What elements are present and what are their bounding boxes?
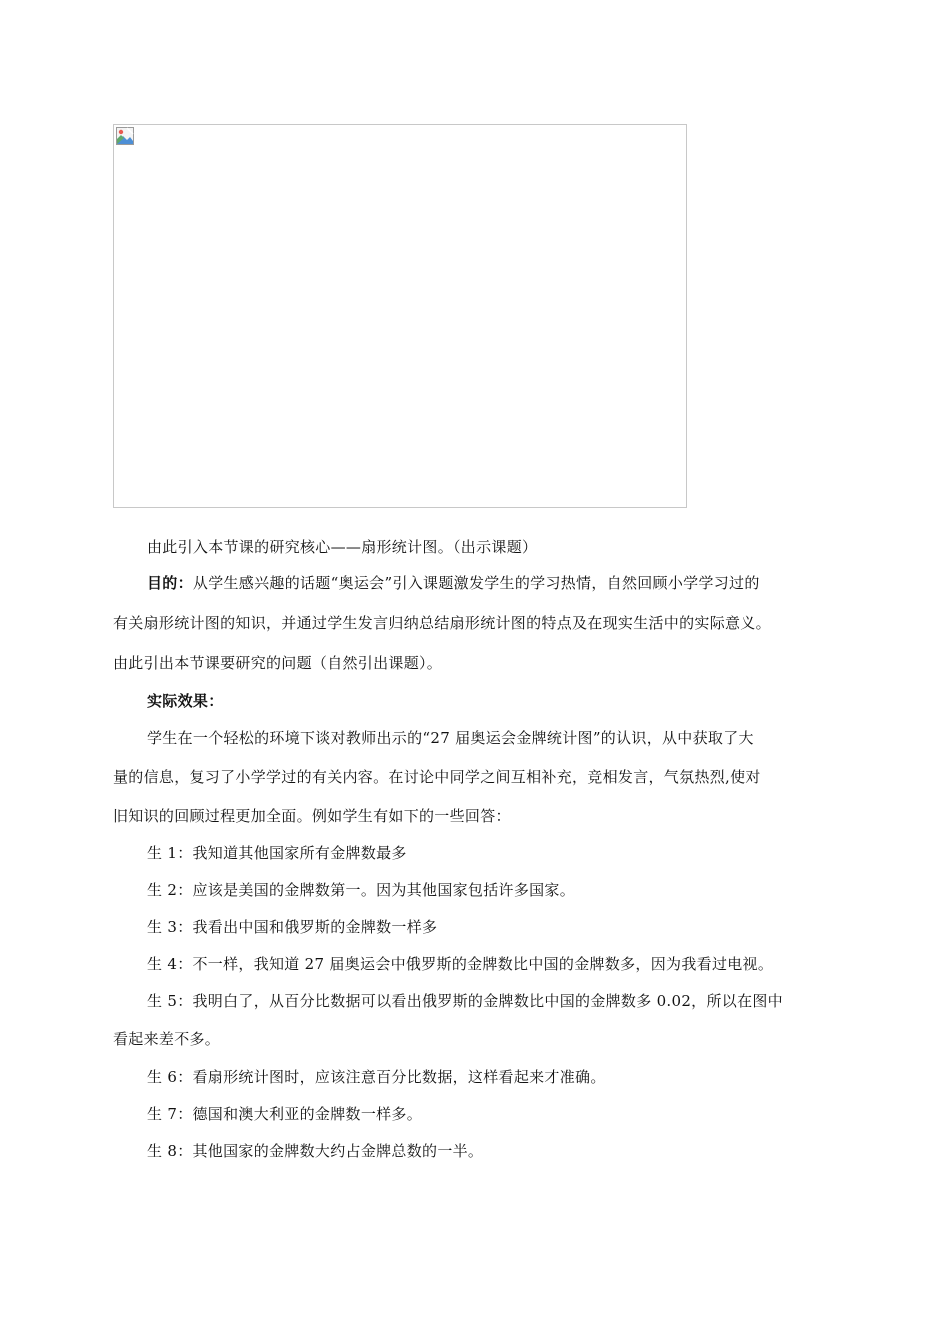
student-answer-6: 生 6：看扇形统计图时，应该注意百分比数据，这样看起来才准确。	[147, 1068, 606, 1086]
student-answer-5-line-1: 生 5：我明白了，从百分比数据可以看出俄罗斯的金牌数比中国的金牌数多 0.02，所以在图中	[147, 992, 783, 1010]
student-answer-1: 生 1：我知道其他国家所有金牌数最多	[147, 844, 407, 862]
missing-chart-image	[113, 124, 687, 508]
student-answer-8: 生 8：其他国家的金牌数大约占金牌总数的一半。	[147, 1142, 484, 1160]
broken-image-icon	[116, 127, 134, 145]
intro-line: 由此引入本节课的研究核心——扇形统计图。（出示课题）	[147, 538, 538, 556]
student-answer-3: 生 3：我看出中国和俄罗斯的金牌数一样多	[147, 918, 438, 936]
purpose-line-3: 由此引出本节课要研究的问题（自然引出课题）。	[113, 654, 443, 672]
effect-line-2: 量的信息，复习了小学学过的有关内容。在讨论中同学之间互相补充，竞相发言，气氛热烈,使对	[113, 768, 761, 786]
purpose-line-2: 有关扇形统计图的知识，并通过学生发言归纳总结扇形统计图的特点及在现实生活中的实际意义。	[113, 614, 771, 632]
purpose-text-1: 从学生感兴趣的话题“奥运会”引入课题激发学生的学习热情，自然回顾小学学习过的	[192, 574, 760, 592]
student-answer-5-line-2: 看起来差不多。	[113, 1030, 221, 1048]
effect-line-3: 旧知识的回顾过程更加全面。例如学生有如下的一些回答：	[113, 807, 511, 825]
student-answer-7: 生 7：德国和澳大利亚的金牌数一样多。	[147, 1105, 423, 1123]
purpose-label: 目的：	[147, 574, 193, 592]
effect-line-1: 学生在一个轻松的环境下谈对教师出示的“27 届奥运会金牌统计图”的认识，从中获取了大	[147, 729, 754, 747]
student-answer-4: 生 4：不一样，我知道 27 届奥运会中俄罗斯的金牌数比中国的金牌数多，因为我看过电视。	[147, 955, 774, 973]
effect-heading: 实际效果：	[147, 692, 224, 710]
student-answer-2: 生 2：应该是美国的金牌数第一。因为其他国家包括许多国家。	[147, 881, 576, 899]
purpose-line-1	[147, 564, 837, 602]
